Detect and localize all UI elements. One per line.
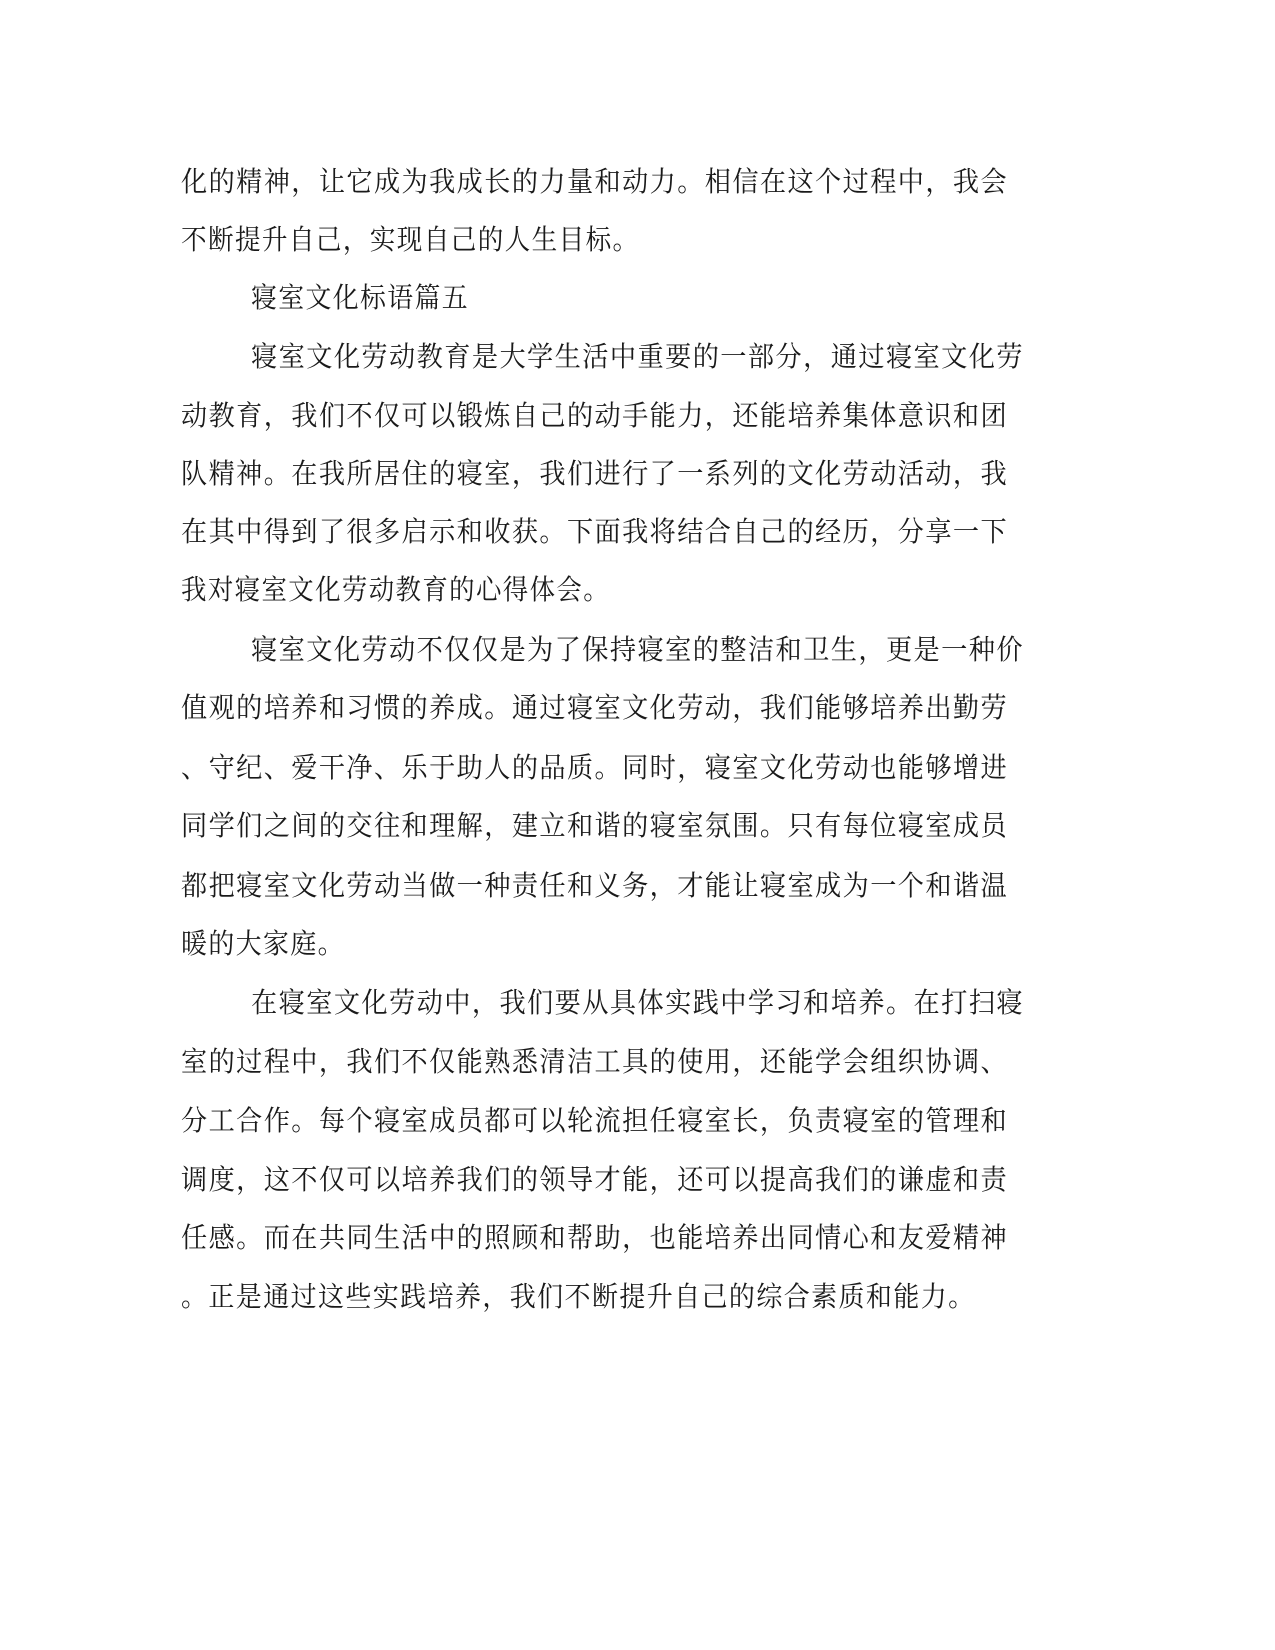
section-heading: 寝室文化标语篇五 [251,281,470,314]
text-line: 队精神。在我所居住的寝室，我们进行了一系列的文化劳动活动，我 [181,457,1009,490]
text-line: 在其中得到了很多启示和收获。下面我将结合自己的经历，分享一下 [181,515,1009,548]
text-line: 。正是通过这些实践培养，我们不断提升自己的综合素质和能力。 [181,1280,976,1313]
text-line: 暖的大家庭。 [181,927,346,960]
text-line: 在寝室文化劳动中，我们要从具体实践中学习和培养。在打扫寝 [251,986,1024,1019]
text-line: 分工合作。每个寝室成员都可以轮流担任寝室长，负责寝室的管理和 [181,1104,1009,1137]
text-line: 寝室文化劳动教育是大学生活中重要的一部分，通过寝室文化劳 [251,340,1024,373]
text-line: 任感。而在共同生活中的照顾和帮助，也能培养出同情心和友爱精神 [181,1221,1009,1254]
text-line: 调度，这不仅可以培养我们的领导才能，还可以提高我们的谦虚和责 [181,1163,1009,1196]
text-line: 不断提升自己，实现自己的人生目标。 [181,223,640,256]
text-line: 值观的培养和习惯的养成。通过寝室文化劳动，我们能够培养出勤劳 [181,691,1009,724]
text-line: 我对寝室文化劳动教育的心得体会。 [181,573,611,606]
text-line: 寝室文化劳动不仅仅是为了保持寝室的整洁和卫生，更是一种价 [251,633,1024,666]
text-line: 化的精神，让它成为我成长的力量和动力。相信在这个过程中，我会 [181,165,1009,198]
text-line: 同学们之间的交往和理解，建立和谐的寝室氛围。只有每位寝室成员 [181,809,1009,842]
text-line: 动教育，我们不仅可以锻炼自己的动手能力，还能培养集体意识和团 [181,399,1009,432]
text-line: 室的过程中，我们不仅能熟悉清洁工具的使用，还能学会组织协调、 [181,1045,1009,1078]
text-line: 、守纪、爱干净、乐于助人的品质。同时，寝室文化劳动也能够增进 [181,751,1009,784]
text-line: 都把寝室文化劳动当做一种责任和义务，才能让寝室成为一个和谐温 [181,869,1009,902]
